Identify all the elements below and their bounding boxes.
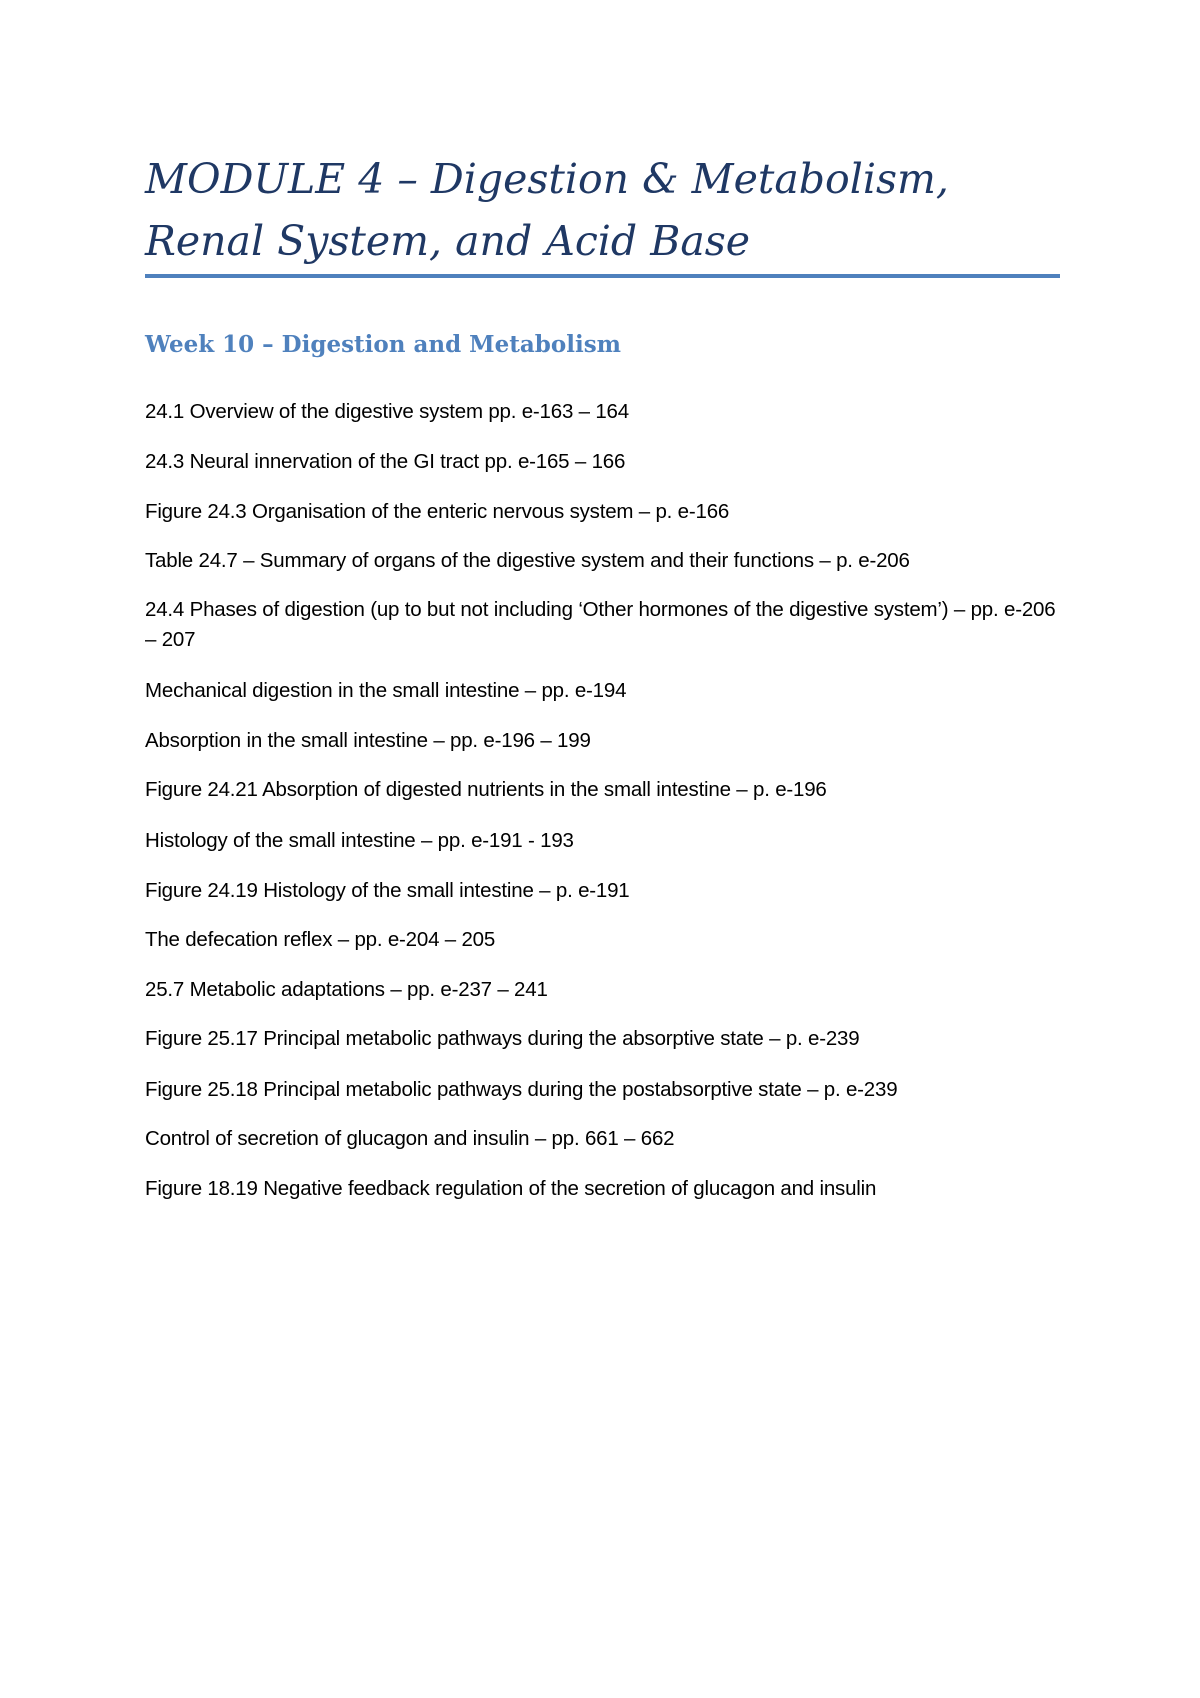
reading-list-item: 24.4 Phases of digestion (up to but not including ‘Other hormones of the digestive system’) – pp. e-206 – 207 xyxy=(145,598,1056,651)
document-title: MODULE 4 – Digestion & Metabolism, Renal System, and Acid Base xyxy=(145,155,949,265)
reading-list-item: Histology of the small intestine – pp. e-191 - 193 xyxy=(145,829,574,852)
reading-list-item: Figure 25.18 Principal metabolic pathways during the postabsorptive state – p. e-239 xyxy=(145,1078,898,1101)
reading-list-item: 25.7 Metabolic adaptations – pp. e-237 – 241 xyxy=(145,978,548,1001)
reading-list-item: Table 24.7 – Summary of organs of the digestive system and their functions – p. e-206 xyxy=(145,549,910,572)
reading-list-item: Absorption in the small intestine – pp. e-196 – 199 xyxy=(145,729,591,752)
reading-list-item: Figure 24.3 Organisation of the enteric nervous system – p. e-166 xyxy=(145,500,730,523)
section-heading: Week 10 – Digestion and Metabolism xyxy=(145,331,621,358)
reading-list-item: 24.3 Neural innervation of the GI tract pp. e-165 – 166 xyxy=(145,450,626,473)
reading-list-item: Figure 24.19 Histology of the small intestine – p. e-191 xyxy=(145,879,630,902)
reading-list-item: Figure 25.17 Principal metabolic pathways during the absorptive state – p. e-239 xyxy=(145,1027,860,1050)
reading-list-item: The defecation reflex – pp. e-204 – 205 xyxy=(145,928,496,951)
reading-list-item: Figure 24.21 Absorption of digested nutrients in the small intestine – p. e-196 xyxy=(145,778,827,801)
reading-list-item: 24.1 Overview of the digestive system pp. e-163 – 164 xyxy=(145,400,629,423)
reading-list-item: Control of secretion of glucagon and insulin – pp. 661 – 662 xyxy=(145,1127,675,1150)
reading-list-item: Figure 18.19 Negative feedback regulation of the secretion of glucagon and insulin xyxy=(145,1177,877,1200)
reading-list-item: Mechanical digestion in the small intestine – pp. e-194 xyxy=(145,679,627,702)
title-underline-rule xyxy=(145,274,1060,278)
